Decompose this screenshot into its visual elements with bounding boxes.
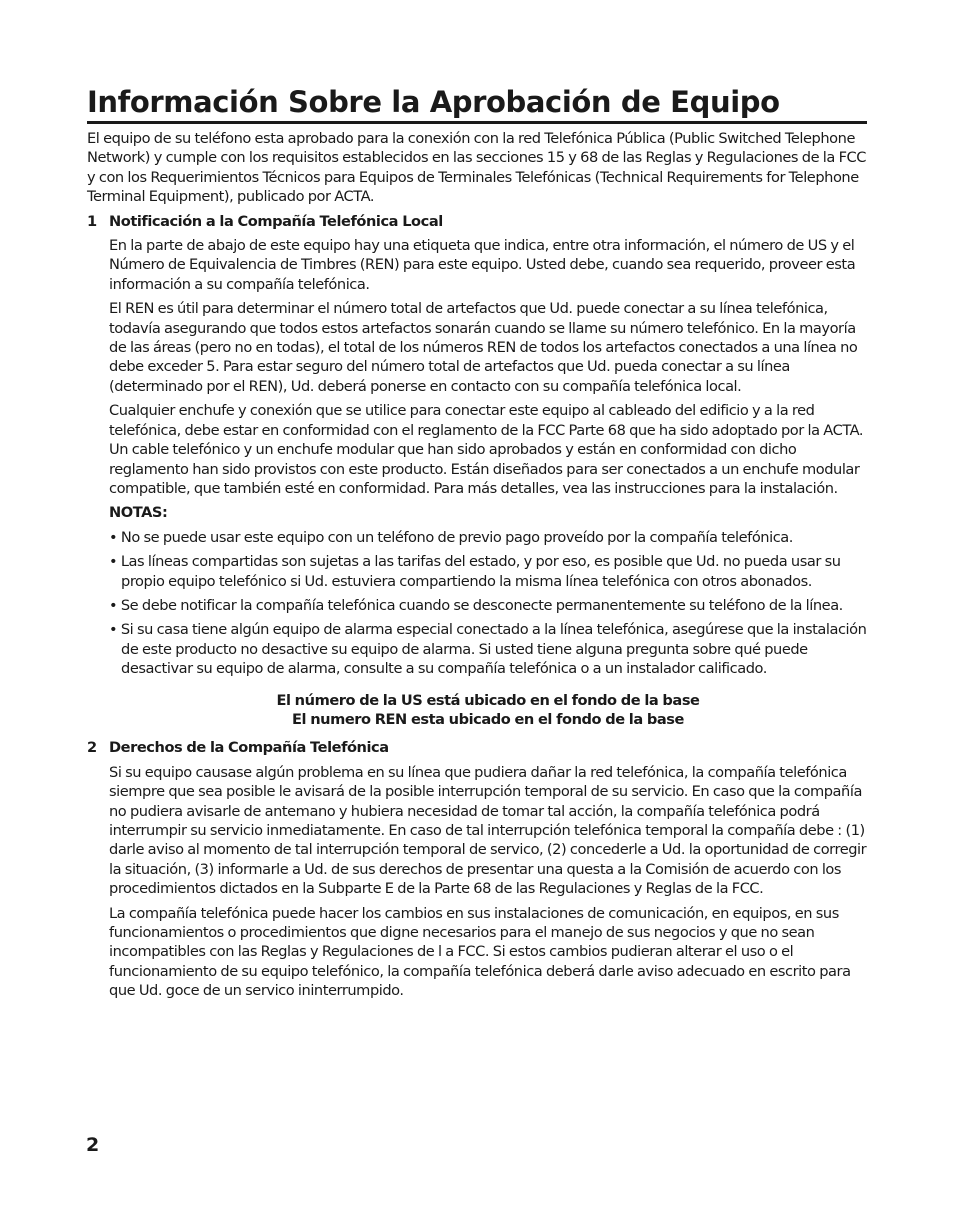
section-1-paragraph: Cualquier enchufe y conexión que se utilice para conectar este equipo al cableado del edificio y a la red telefónica, debe estar en conformidad con el reglamento de la FCC Parte 68 que ha sido adoptado por la ACTA. Un cable telefónico y un enchufe modular que han sido aprobados y están en conformidad con dicho reglamento han sido provistos con este producto. Están diseñados para ser conectados a un enchufe modular compatible, que también esté en conformidad. Para más detalles, vea las instrucciones para la instalación. — [109, 402, 864, 497]
section-1-paragraph: En la parte de abajo de este equipo hay una etiqueta que indica, entre otra información, el número de US y el Número de Equivalencia de Timbres (REN) para este equipo. Usted debe, cuando sea requerido, proveer esta información a su compañía telefónica. — [109, 237, 856, 293]
section-1-title: Notificación a la Compañía Telefónica Local — [109, 212, 443, 230]
section-2-number: 2 — [87, 739, 97, 757]
section-2-paragraph: Si su equipo causase algún problema en su línea que pudiera dañar la red telefónica, la compañía telefónica siempre que sea posible le avisará de la posible interrupción temporal de su servicio. En caso que la compañía no pudiera avisarle de antemano y hubiera necesidad de tomar tal acción, la compañía telefónica podrá interrumpir su servicio inmediatamente. En caso de tal interrupción telefónica temporal la compañía debe : (1) darle aviso al momento de tal interrupción temporal de servico, (2) concederle a Ud. la oportunidad de corregir la situación, (3) informarle a Ud. de sus derechos de presentar una questa a la Comisión de acuerdo con los procedimientos dictados en la Subparte E de la Parte 68 de las Regulaciones y Reglas de la FCC. — [109, 763, 867, 898]
note-item: • Las líneas compartidas son sujetas a las tarifas del estado, y por eso, es posible que Ud. no pueda usar su propio equipo telefónico si Ud. estuviera compartiendo la misma línea telefónica con otros abonados. — [109, 553, 841, 590]
page-number: 2 — [86, 1134, 100, 1156]
us-number-location: El número de la US está ubicado en el fondo de la base — [276, 691, 700, 709]
note-item: • No se puede usar este equipo con un teléfono de previo pago proveído por la compañía telefónica. — [109, 528, 793, 546]
section-1-number: 1 — [87, 212, 97, 230]
ren-number-location: El numero REN esta ubicado en el fondo de la base — [292, 710, 684, 728]
section-1-heading — [87, 212, 867, 231]
notes-heading: NOTAS: — [109, 504, 168, 522]
section-2-heading — [87, 738, 867, 757]
section-1-paragraph: El REN es útil para determinar el número total de artefactos que Ud. puede conectar a su línea telefónica, todavía asegurando que todos estos artefactos sonarán cuando se llame su número telefónico. En la mayoría de las áreas (pero no en todas), el total de los números REN de todos los artefactos conectados a una línea no debe exceder 5. Para estar seguro del número total de artefactos que Ud. pueda conectar a su línea (determinado por el REN), Ud. deberá ponerse en contacto con su compañía telefónica local. — [109, 300, 858, 395]
note-item: • Si su casa tiene algún equipo de alarma especial conectado a la línea telefónica, asegúrese que la instalación de este producto no desactive su equipo de alarma. Si usted tiene alguna pregunta sobre qué puede desactivar su equipo de alarma, consulte a su compañía telefónica o a un instalador calificado. — [109, 621, 867, 678]
page-title: Información Sobre la Aprobación de Equipo — [87, 84, 867, 124]
section-2-paragraph: La compañía telefónica puede hacer los cambios en sus instalaciones de comunicación, en equipos, en sus funcionamientos o procedimientos que digne necesarios para el manejo de sus negocios y que no sean incompatibles con las Reglas y Regulaciones de l a FCC. Si estos cambios pudieran alterar el uso o el funcionamiento de su equipo telefónico, la compañía telefónica deberá darle aviso adecuado en escrito para que Ud. goce de un servico ininterrumpido. — [109, 904, 851, 1000]
document-page — [87, 84, 867, 1001]
note-item: • Se debe notificar la compañía telefónica cuando se desconecte permanentemente su teléfono de la línea. — [109, 596, 843, 614]
section-2-title: Derechos de la Compañía Telefónica — [109, 739, 389, 757]
intro-paragraph: El equipo de su teléfono esta aprobado para la conexión con la red Telefónica Pública (Public Switched Telephone Network) y cumple con los requisitos establecidos en las secciones 15 y 68 de las Reglas y Regulaciones de la FCC y con los Requerimientos Técnicos para Equipos de Terminales Telefónicas (Technical Requirements for Telephone Terminal Equipment), publicado por ACTA. — [87, 130, 867, 206]
